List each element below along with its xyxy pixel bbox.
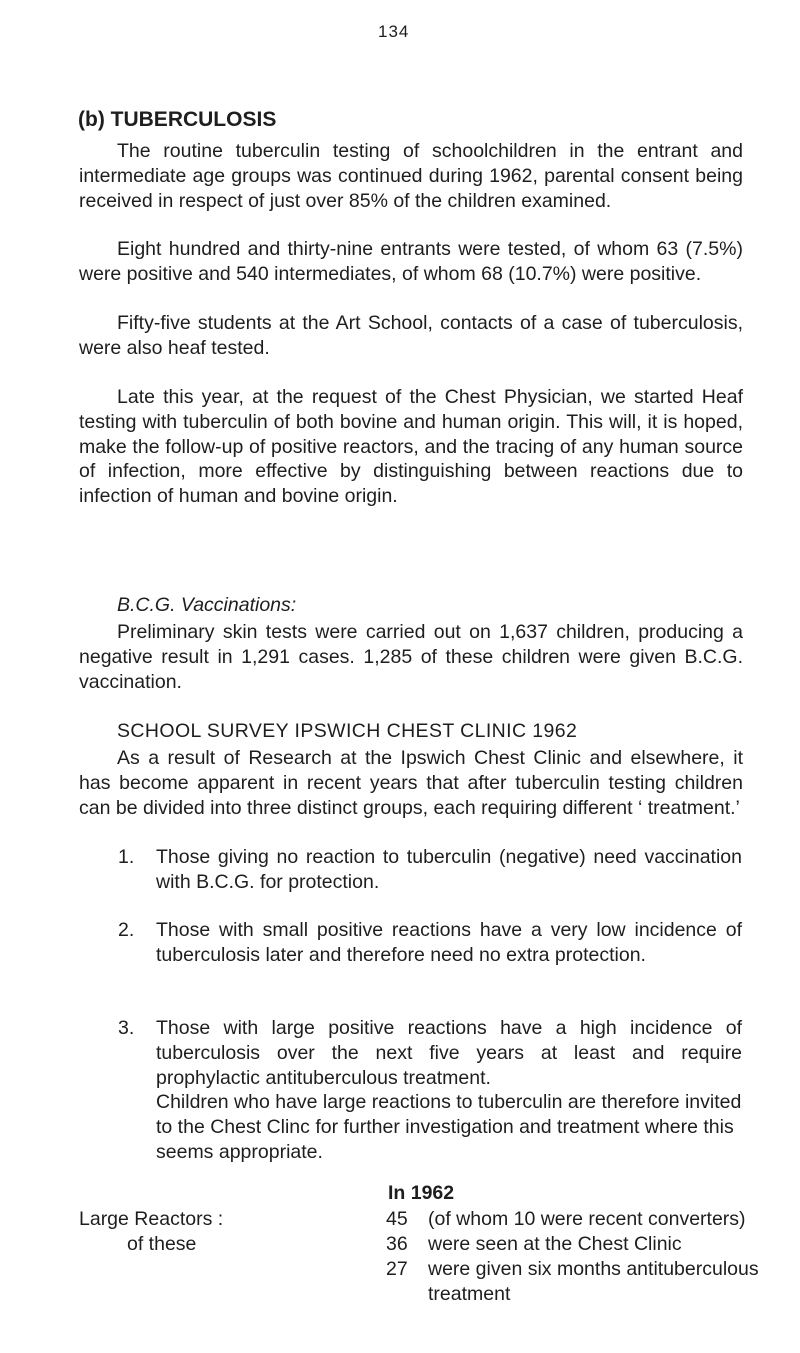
paragraph-survey-intro: As a result of Research at the Ipswich Chest Clinic and elsewhere, it has become apparent in recent years that after tuberculin testing children can be divided into three distinct groups, each requiring different ‘ treatment.’ [79,747,743,819]
survey-title: SCHOOL SURVEY IPSWICH CHEST CLINIC 1962 [117,720,578,742]
paragraph-heaf-testing: Late this year, at the request of the Chest Physician, we started Heaf testing with tuberculin of both bovine and human origin. This will, it is hoped, make the follow-up of positive reactors, and the tracing of any human source of infection, more effective by distinguishing between reactions due to infection of human and bovine origin. [79,386,743,508]
paragraph-art-school: Fifty-five students at the Art School, contacts of a case of tuberculosis, were also heaf tested. [79,312,743,359]
row-label: Large Reactors : [79,1208,224,1230]
list-text: Those with small positive reactions have a very low incidence of tuberculosis later and therefore need no extra protection. [156,919,742,966]
table-heading: In 1962 [388,1182,455,1204]
list-number: 2. [118,919,135,941]
row-value: 45 [386,1208,408,1230]
section-heading: (b) TUBERCULOSIS [78,108,277,131]
list-continuation: Children who have large reactions to tuberculin are therefore invited to the Chest Clinc for further investigation and treatment where this seems appropriate. [156,1091,742,1163]
list-text: Those giving no reaction to tuberculin (negative) need vaccination with B.C.G. for protection. [156,846,742,893]
paragraph-entrants: Eight hundred and thirty-nine entrants were tested, of whom 63 (7.5%) were positive and 540 intermediates, of whom 68 (10.7%) were positive. [79,238,743,285]
row-value: 27 [386,1258,408,1280]
list-number: 3. [118,1017,135,1039]
paragraph-bcg: Preliminary skin tests were carried out on 1,637 children, producing a negative result in 1,291 cases. 1,285 of these children were given B.C.G. vaccination. [79,621,743,693]
page-number: 134 [378,22,410,41]
list-number: 1. [118,846,135,868]
bcg-subheading: B.C.G. Vaccinations: [117,594,297,616]
paragraph-routine-testing: The routine tuberculin testing of schoolchildren in the entrant and intermediate age groups was continued during 1962, parental consent being received in respect of just over 85% of the children examined. [79,140,743,212]
row-description: (of whom 10 were recent converters) [428,1208,746,1230]
list-text: Those with large positive reactions have a high incidence of tuberculosis over the next five years at least and require prophylactic antituberculous treatment. [156,1017,742,1089]
row-description: were seen at the Chest Clinic [428,1233,682,1255]
row-description: were given six months antituberculous treatment [428,1258,759,1305]
table-row [79,1257,759,1307]
row-value: 36 [386,1233,408,1255]
table-row [79,1207,759,1232]
table-row [79,1232,759,1257]
row-label: of these [127,1233,197,1255]
